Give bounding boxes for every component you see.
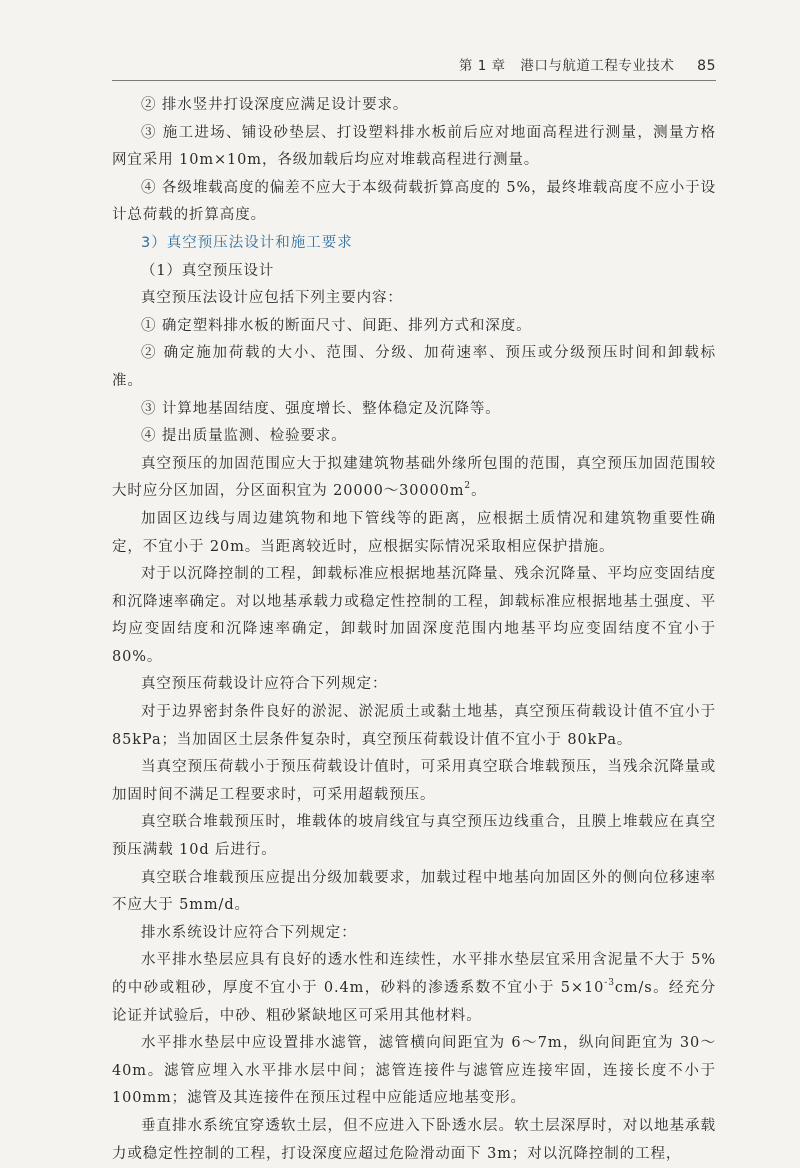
paragraph: 真空预压法设计应包括下列主要内容： [141, 290, 403, 307]
paragraph-text: 真空预压的加固范围应大于拟建建筑物基础外缘所包围的范围，真空预压加固范围较大时应分区加固，分区面积宜为 20000～30000m [112, 455, 716, 500]
paragraph: 加固区边线与周边建筑物和地下管线等的距离，应根据土质情况和建筑物重要性确定，不宜小于 20m。当距离较近时，应根据实际情况采取相应保护措施。 [112, 510, 716, 555]
paragraph: 垂直排水系统宜穿透软土层，但不应进入下卧透水层。软土层深厚时，对以地基承载力或稳定性控制的工程，打设深度应超过危险滑动面下 3m；对以沉降控制的工程， [112, 1117, 716, 1162]
list-item: ④ 提出质量监测、检验要求。 [141, 428, 347, 445]
list-item: ③ 计算地基固结度、强度增长、整体稳定及沉降等。 [141, 400, 501, 417]
superscript: 2 [464, 481, 472, 492]
list-item: ② 确定施加荷载的大小、范围、分级、加荷速率、预压或分级预压时间和卸载标准。 [112, 345, 716, 389]
paragraph: ② 排水竖井打设深度应满足设计要求。 [141, 97, 409, 113]
page-number: 85 [697, 58, 716, 74]
paragraph [112, 451, 716, 506]
list-item: ① 确定塑料排水板的断面尺寸、间距、排列方式和深度。 [141, 317, 532, 334]
page-body [112, 92, 716, 1168]
paragraph [112, 947, 716, 1030]
paragraph: 对于边界密封条件良好的淤泥、淤泥质土或黏土地基，真空预压荷载设计值不宜小于 85kPa；当加固区土层条件复杂时，真空预压荷载设计值不宜小于 80kPa。 [112, 704, 716, 748]
paragraph: 对于以沉降控制的工程，卸载标准应根据地基沉降量、残余沉降量、平均应变固结度和沉降速率确定。对以地基承载力或稳定性控制的工程，卸载标准应根据地基土强度、平均应变固结度和沉降速率确定，卸载时加固深度范围内地基平均应变固结度不宜小于 80%。 [112, 566, 716, 665]
paragraph: 排水系统设计应符合下列规定： [141, 924, 357, 941]
paragraph: 当真空预压荷载小于预压荷载设计值时，可采用真空联合堆载预压，当残余沉降量或加固时间不满足工程要求时，可采用超载预压。 [112, 759, 716, 803]
paragraph: 水平排水垫层中应设置排水滤管，滤管横向间距宜为 6～7m，纵向间距宜为 30～40m。滤管应埋入水平排水层中间；滤管连接件与滤管应连接牢固，连接长度不小于 100mm；滤管及其连接件在预压过程中应能适应地基变形。 [112, 1035, 716, 1107]
paragraph: 真空联合堆载预压时，堆载体的坡肩线宜与真空预压边线重合，且膜上堆载应在真空预压满载 10d 后进行。 [112, 814, 716, 859]
header-text [459, 54, 716, 74]
paragraph: 真空联合堆载预压应提出分级加载要求，加载过程中地基向加固区外的侧向位移速率不应大于 5mm/d。 [112, 869, 716, 914]
superscript: -3 [604, 978, 615, 989]
paragraph-text-end: 。 [471, 483, 487, 500]
section-heading: 3）真空预压法设计和施工要求 [141, 234, 353, 251]
paragraph: ④ 各级堆载高度的偏差不应大于本级荷载折算高度的 5%，最终堆载高度不应小于设计总荷载的折算高度。 [112, 179, 716, 224]
chapter-title: 港口与航道工程专业技术 [520, 58, 675, 74]
paragraph: 真空预压荷载设计应符合下列规定： [141, 676, 388, 693]
paragraph: ③ 施工进场、铺设砂垫层、打设塑料排水板前后应对地面高程进行测量，测量方格网宜采用 10m×10m，各级加载后均应对堆载高程进行测量。 [112, 124, 716, 169]
sub-heading: （1）真空预压设计 [141, 262, 275, 279]
chapter-label: 第 1 章 [458, 58, 506, 74]
paragraph-text-end: cm/s。经充分论证并试验后，中砂、粗砂紧缺地区可采用其他材料。 [112, 980, 716, 1024]
running-header [112, 52, 716, 81]
paragraph-text: 水平排水垫层应具有良好的透水性和连续性，水平排水垫层宜采用含泥量不大于 5% 的中砂或粗砂，厚度不宜小于 0.4m，砂料的渗透系数不宜小于 5×10 [112, 952, 716, 996]
